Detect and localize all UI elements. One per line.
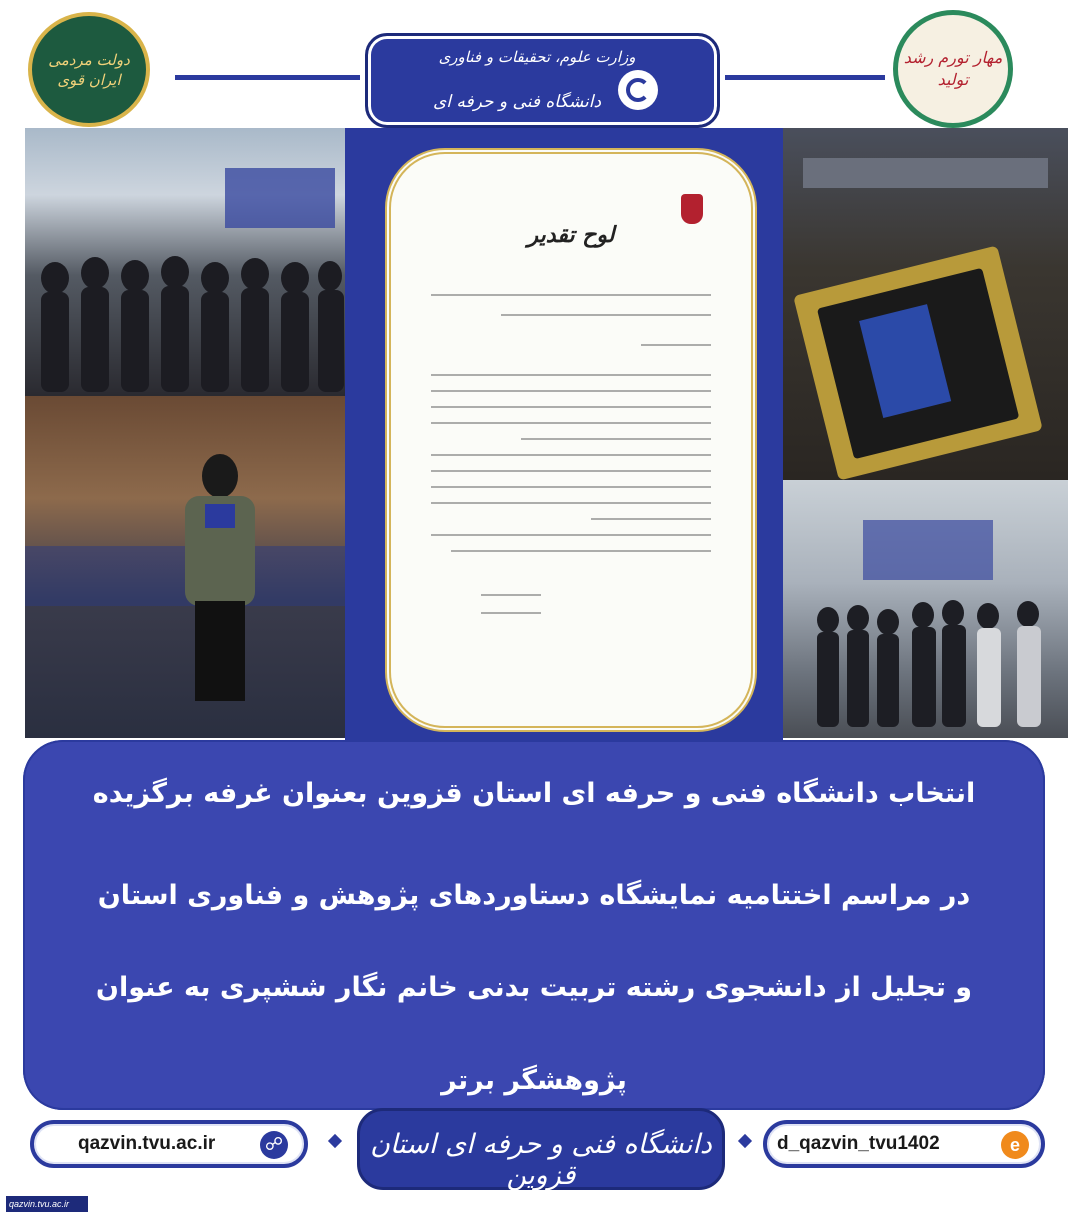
certificate-text-line [641,344,711,346]
header-rule-left [175,75,360,80]
certificate-text-line [431,534,711,536]
certificate-text-line [451,550,711,552]
social-handle-link[interactable] [763,1120,1045,1168]
header-banner [365,33,720,128]
certificate-text-line [431,294,711,296]
certificate-signature-line [481,612,541,614]
corner-watermark: qazvin.tvu.ac.ir [6,1196,88,1212]
booth-group-photo [783,480,1068,738]
website-link[interactable] [30,1120,308,1168]
ministry-name: وزارت علوم، تحقیقات و فناوری [438,48,636,66]
footer-university-name: دانشگاه فنی و حرفه ای استان قزوین [370,1129,712,1191]
footer-diamond-right [738,1134,752,1148]
certificate-text-line [431,454,711,456]
government-badge-logo [28,12,150,127]
caption-line-1: انتخاب دانشگاه فنی و حرفه ای استان قزوین بعنوان غرفه برگزیده [92,778,976,809]
university-logo-icon [618,70,658,110]
booth-group-figures [783,480,1068,738]
footer-diamond-left [328,1134,342,1148]
caption-line-2: در مراسم اختتامیه نمایشگاه دستاوردهای پژوهش و فناوری استان [97,880,971,911]
certificate-text-line [431,470,711,472]
student-award-photo [25,396,345,738]
certificate-text-line [431,374,711,376]
government-badge-text: دولت مردمی ایران قوی [48,51,130,89]
group-photo-students [25,128,345,396]
header-rule-right [725,75,885,80]
slogan-badge-text: مهار تورم رشد تولید [903,48,1003,89]
certificate-signature-line [481,594,541,596]
certificate-frame [345,128,783,740]
group-photo-figures [25,128,345,396]
award-plaque [783,128,1068,480]
certificate-page [385,148,757,732]
eitaa-icon: e [1001,1131,1029,1159]
website-url[interactable]: qazvin.tvu.ac.ir [78,1133,216,1154]
certificate-text-line [431,486,711,488]
certificate-text-line [431,422,711,424]
footer-banner [357,1108,725,1190]
award-plaque-photo [783,128,1068,480]
news-caption-box [23,740,1045,1110]
social-handle[interactable]: d_qazvin_tvu1402 [777,1133,940,1154]
slogan-badge-logo [893,10,1013,128]
certificate-text-line [501,314,711,316]
university-name: دانشگاه فنی و حرفه ای [432,92,602,112]
certificate-text-line [431,502,711,504]
certificate-text-line [521,438,711,440]
iran-emblem-icon [681,194,703,224]
certificate-text-line [431,406,711,408]
caption-line-3: و تجلیل از دانشجوی رشته تربیت بدنی خانم نگار ششپری به عنوان [95,972,973,1003]
student-figure [25,396,345,738]
certificate-text-line [431,390,711,392]
certificate-text-line [591,518,711,520]
certificate-title: لوح تقدیر [527,222,615,248]
caption-line-4: پژوهشگر برتر [441,1065,627,1096]
globe-icon: ☍ [260,1131,288,1159]
